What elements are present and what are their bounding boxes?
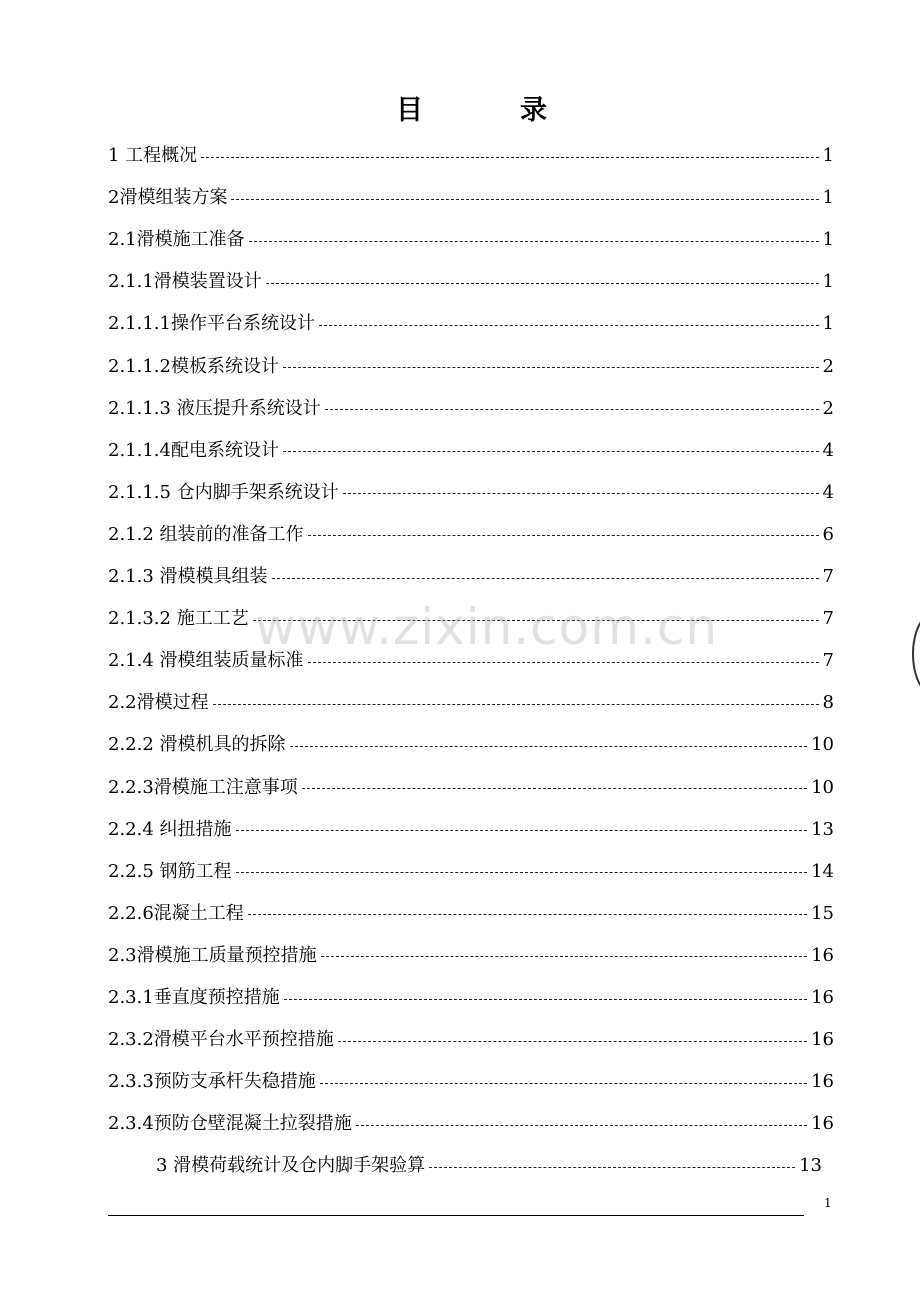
toc-entry-page: 4 (822, 439, 834, 461)
toc-entry-page: 16 (811, 1029, 834, 1051)
toc-entry-leader (248, 914, 807, 915)
toc-entry[interactable] (108, 267, 834, 297)
toc-entry-page: 1 (822, 229, 834, 251)
toc-entry[interactable] (108, 815, 834, 845)
watermark: www.zixin.com.cn (255, 598, 719, 656)
toc-entry-label: 2.1.1.2模板系统设计 (108, 355, 279, 377)
toc-entry[interactable] (108, 352, 834, 382)
toc-entry[interactable] (108, 394, 834, 424)
toc-entry-label: 2滑模组装方案 (108, 187, 228, 209)
toc-entry-leader (356, 1125, 807, 1126)
toc-entry-label: 2.2.3滑模施工注意事项 (108, 776, 298, 798)
toc-entry-leader (325, 409, 819, 410)
toc-entry[interactable] (156, 1151, 822, 1181)
toc-title-part2: 录 (520, 95, 547, 126)
toc-entry-page: 1 (822, 187, 834, 209)
toc-entry-leader (302, 788, 807, 789)
toc-entry-page: 15 (811, 902, 834, 924)
toc-entry-leader (320, 1083, 807, 1084)
toc-entry-label: 2.1.1.3 液压提升系统设计 (108, 397, 321, 419)
toc-entry-page: 16 (811, 1113, 834, 1135)
toc-entry-label: 2.2.5 钢筋工程 (108, 860, 232, 882)
toc-entry-leader (249, 241, 819, 242)
toc-entry-leader (338, 1041, 807, 1042)
toc-entry-leader (201, 157, 818, 158)
toc-entry-label: 2.3.3预防支承杆失稳措施 (108, 1071, 316, 1093)
toc-entry-label: 2.1.1.4配电系统设计 (108, 439, 279, 461)
toc-entry-leader (429, 1167, 795, 1168)
toc-entry-page: 7 (822, 566, 834, 587)
toc-entry-label: 2.2.4 纠扭措施 (108, 818, 232, 840)
toc-entry-page: 2 (822, 355, 834, 377)
toc-entry-page: 1 (822, 145, 834, 166)
toc-entry-leader (213, 704, 819, 705)
toc-entry-leader (321, 956, 807, 957)
toc-entry-label: 2.1滑模施工准备 (108, 229, 245, 251)
toc-entry-leader (284, 999, 807, 1000)
toc-entry-label: 2.1.4 滑模组装质量标准 (108, 650, 304, 672)
toc-entry-label: 2.1.2 组装前的准备工作 (108, 523, 304, 545)
toc-entry[interactable] (108, 520, 834, 550)
toc-entry-page: 16 (811, 1071, 834, 1093)
toc-entry[interactable] (108, 1067, 834, 1097)
toc-entry-label: 2.2.6混凝土工程 (108, 902, 244, 924)
toc-entry[interactable] (108, 983, 834, 1013)
toc-entry-label: 2.1.1.5 仓内脚手架系统设计 (108, 481, 339, 503)
toc-entry-label: 2.2滑模过程 (108, 692, 209, 714)
toc-entry[interactable] (108, 309, 834, 339)
toc-entry-page: 10 (811, 776, 834, 798)
toc-entry-label: 2.3.1垂直度预控措施 (108, 987, 280, 1008)
toc-entry-label: 2.1.1滑模装置设计 (108, 271, 262, 293)
footer-rule (108, 1215, 804, 1216)
toc-entry-page: 2 (822, 397, 834, 419)
toc-entry-page: 1 (822, 271, 834, 293)
toc-entry-page: 4 (822, 481, 834, 503)
toc-entry-page: 7 (822, 608, 834, 630)
toc-entry-leader (290, 746, 808, 747)
toc-entry-leader (236, 830, 808, 831)
toc-entry-label: 1 工程概况 (108, 145, 198, 166)
toc-entry[interactable] (108, 478, 834, 508)
toc-entry[interactable] (108, 1025, 834, 1055)
toc-entry[interactable] (108, 857, 834, 887)
toc-entry-page: 14 (811, 860, 834, 882)
toc-entry-page: 16 (811, 944, 834, 966)
toc-entry-page: 6 (822, 523, 834, 545)
toc-entry[interactable] (108, 562, 834, 592)
toc-entry-leader (272, 578, 819, 579)
toc-entry[interactable] (108, 225, 834, 255)
toc-entry[interactable] (108, 899, 834, 929)
toc-entry-leader (308, 662, 819, 663)
toc-entry[interactable] (108, 773, 834, 803)
toc-entry-leader (283, 367, 819, 368)
toc-entry-page: 7 (822, 650, 834, 672)
toc-entry-leader (283, 451, 819, 452)
toc-entry-page: 13 (799, 1155, 822, 1177)
toc-entry-leader (308, 535, 819, 536)
toc-entry[interactable] (108, 1109, 834, 1139)
toc-entry-page: 10 (811, 734, 834, 756)
toc-entry[interactable] (108, 730, 834, 760)
toc-entry[interactable] (108, 436, 834, 466)
toc-entry[interactable] (108, 941, 834, 971)
footer-page-number: 1 (824, 1196, 832, 1210)
toc-entry-label: 2.3.4预防仓壁混凝土拉裂措施 (108, 1113, 352, 1135)
toc-entry-page: 1 (822, 313, 834, 335)
toc-entry-page: 13 (811, 818, 834, 840)
toc-entry-page: 16 (811, 987, 834, 1008)
toc-entry-label: 2.3滑模施工质量预控措施 (108, 944, 317, 966)
toc-entry-label: 2.3.2滑模平台水平预控措施 (108, 1029, 334, 1051)
toc-entry-leader (231, 199, 818, 200)
toc-entry-label: 2.1.3 滑模模具组装 (108, 566, 268, 587)
toc-entry-leader (319, 325, 819, 326)
toc-title-part1: 目 (396, 95, 423, 126)
toc-entry-leader (343, 493, 819, 494)
toc-entry-leader (266, 283, 819, 284)
toc-entry-page: 8 (822, 692, 834, 714)
toc-entry-leader (236, 872, 808, 873)
toc-entry-label: 2.2.2 滑模机具的拆除 (108, 734, 286, 756)
toc-entry-label: 3 滑模荷载统计及仓内脚手架验算 (156, 1155, 426, 1177)
toc-entry[interactable] (108, 688, 834, 718)
toc-entry[interactable] (108, 141, 834, 171)
toc-entry-label: 2.1.1.1操作平台系统设计 (108, 313, 315, 335)
toc-entry[interactable] (108, 183, 834, 213)
toc-entry-label: 2.1.3.2 施工工艺 (108, 608, 249, 630)
